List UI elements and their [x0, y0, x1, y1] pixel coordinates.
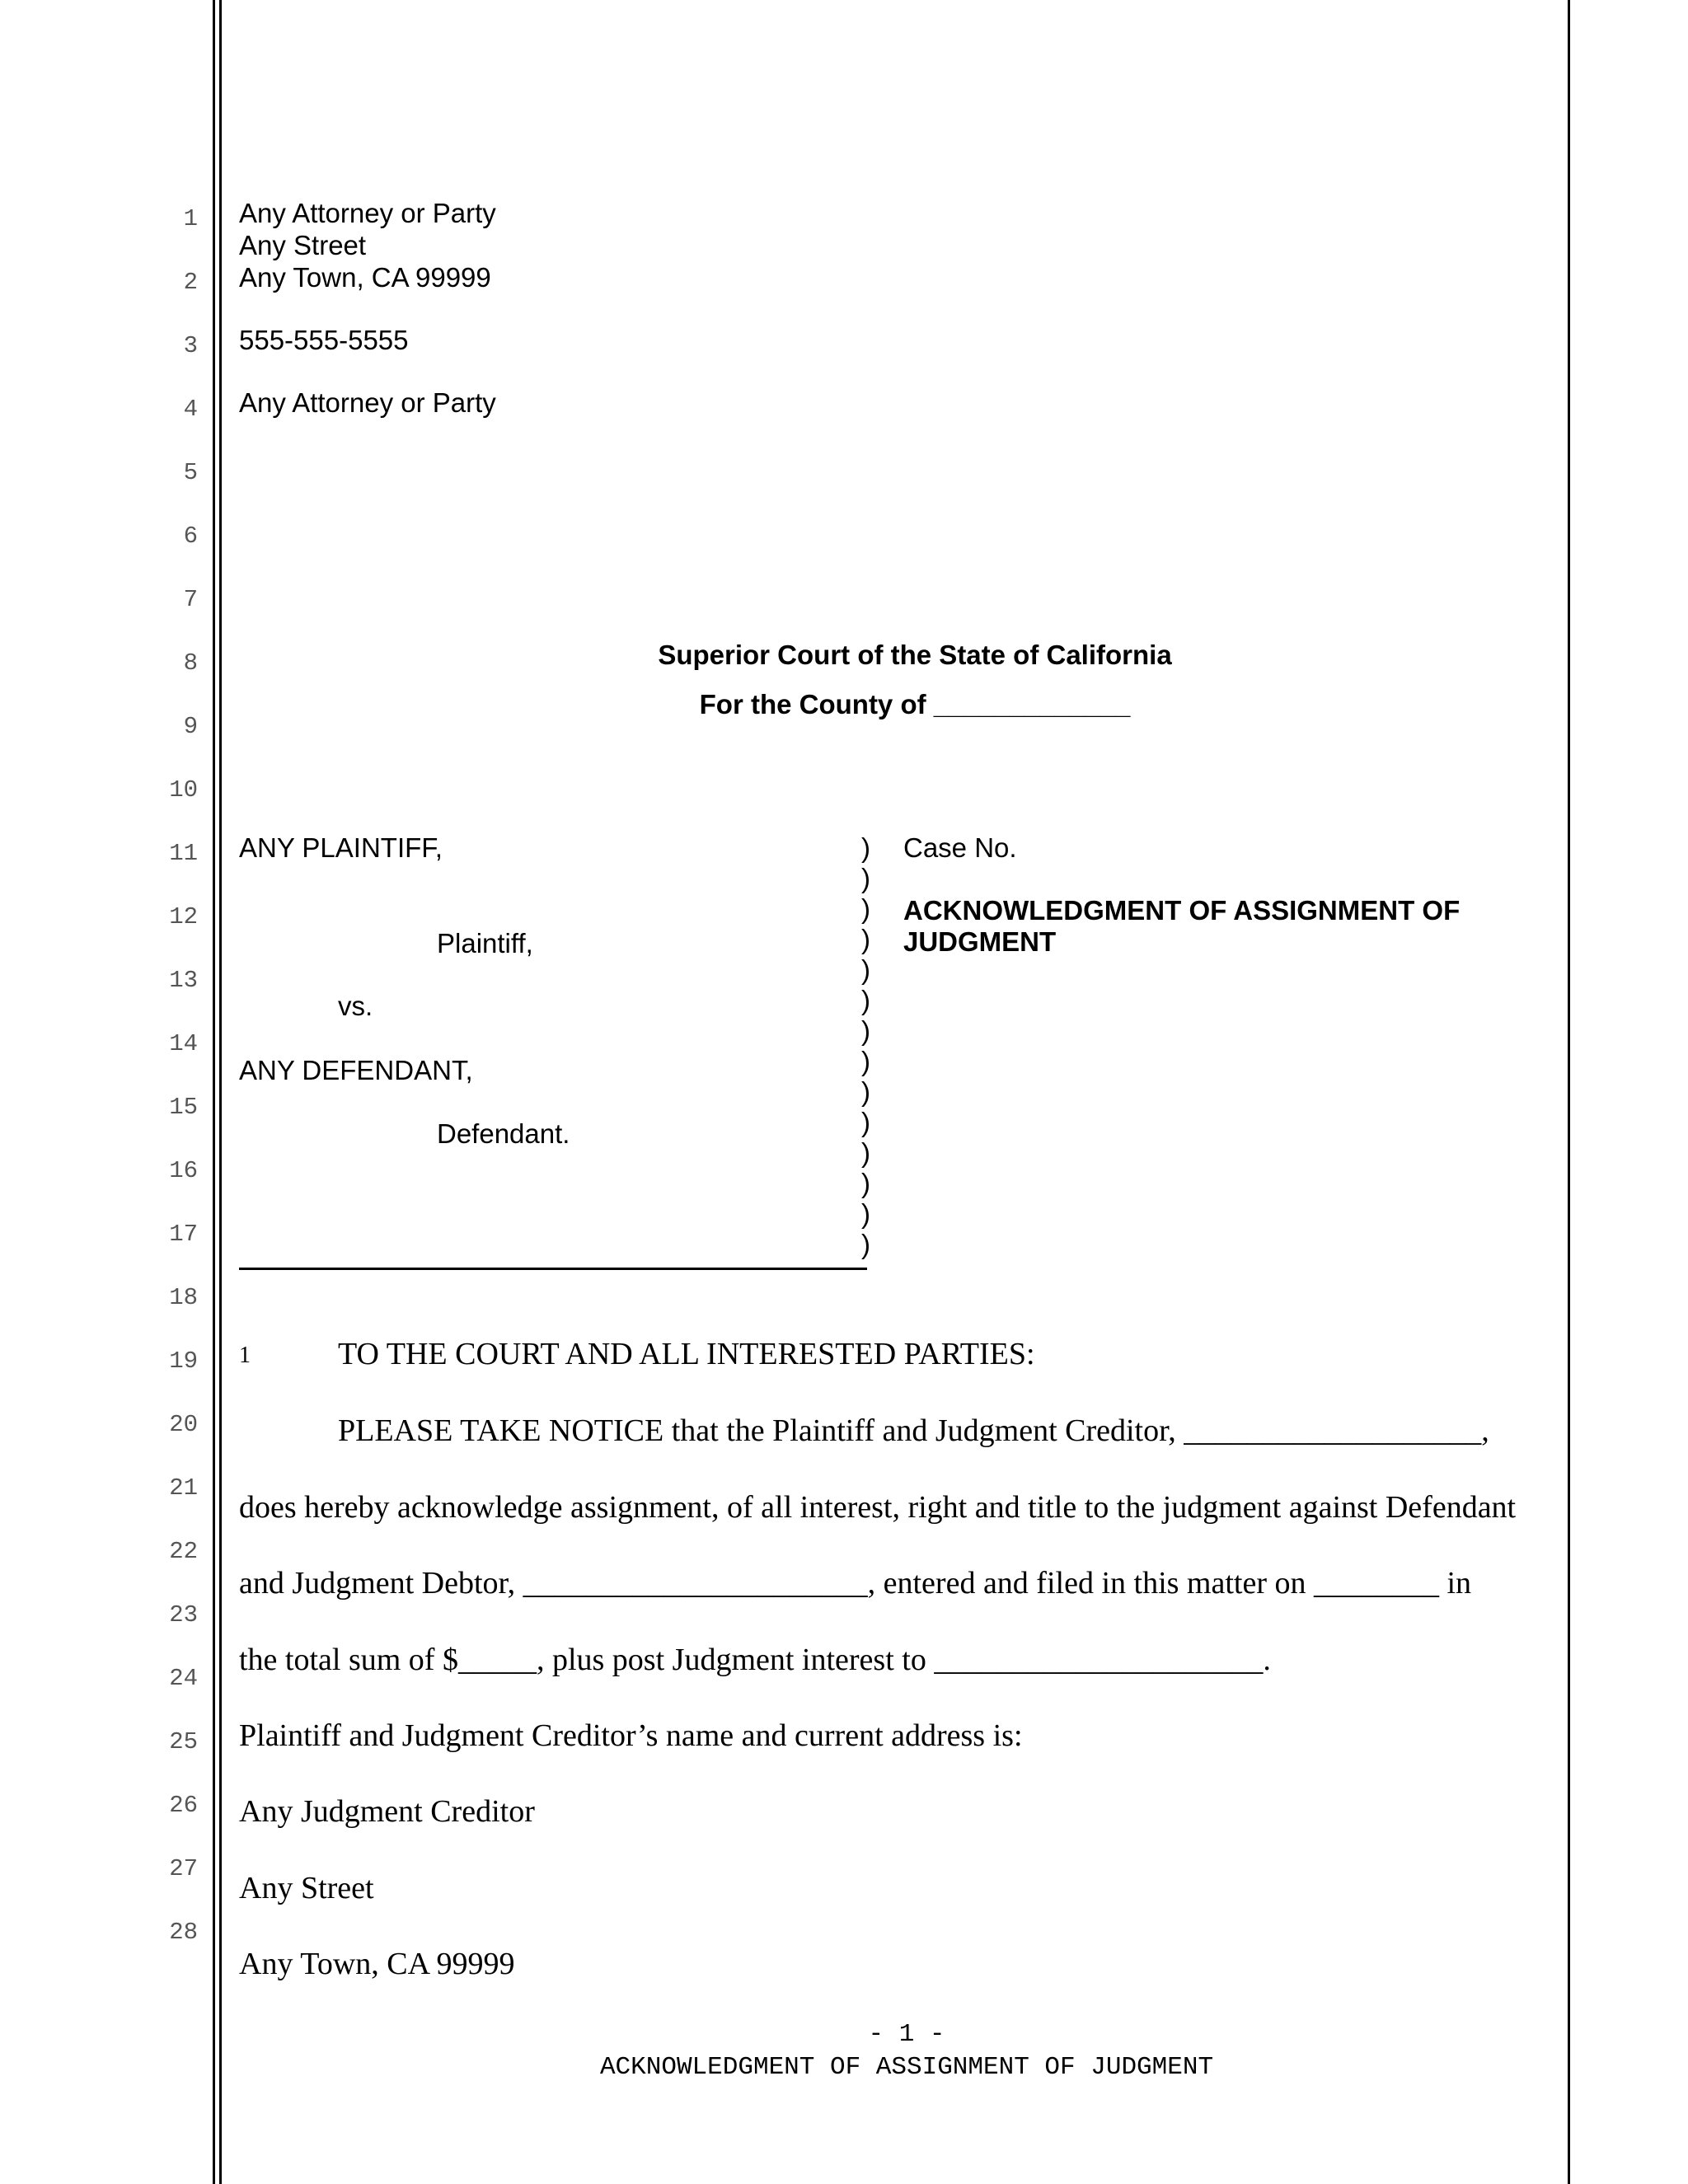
line-number: 14	[169, 1030, 198, 1057]
caption-paren: )	[861, 1229, 870, 1259]
line-number: 27	[169, 1855, 198, 1882]
caption-paren: )	[861, 954, 870, 985]
line-number: 26	[169, 1792, 198, 1819]
line-number: 5	[183, 459, 198, 486]
plaintiff-name: ANY PLAINTIFF,	[239, 832, 443, 863]
creditor-street: Any Street	[239, 1871, 374, 1905]
left-margin-rule-inner	[219, 0, 222, 2184]
caption-paren: )	[861, 985, 870, 1015]
caption-underline	[239, 1268, 867, 1270]
line-number: 16	[169, 1157, 198, 1184]
right-margin-rule	[1568, 0, 1570, 2184]
body-line: the total sum of $_____, plus post Judgment interest to _____________________.	[239, 1643, 1271, 1677]
caption-paren: )	[861, 1198, 870, 1229]
caption-paren: )	[861, 1046, 870, 1076]
line-number: 1	[183, 205, 198, 232]
body-line: and Judgment Debtor, ______________________, entered and filed in this matter on ________ in	[239, 1566, 1472, 1601]
attorney-phone: 555-555-5555	[239, 325, 409, 355]
caption-paren: )	[861, 1107, 870, 1137]
attorney-city: Any Town, CA 99999	[239, 262, 491, 293]
line-number: 13	[169, 967, 198, 994]
line-number: 2	[183, 269, 198, 296]
line-number: 21	[169, 1474, 198, 1502]
page-number: - 1 -	[868, 2020, 945, 2049]
versus-label: vs.	[338, 991, 373, 1021]
caption-paren: )	[861, 1137, 870, 1168]
caption-paren: )	[861, 924, 870, 954]
caption-paren: )	[861, 1015, 870, 1046]
caption-paren: )	[861, 893, 870, 924]
line-number: 8	[183, 649, 198, 677]
line-number: 24	[169, 1665, 198, 1692]
line-number: 22	[169, 1538, 198, 1565]
line-number: 12	[169, 903, 198, 930]
line-number: 11	[169, 840, 198, 867]
line-number: 7	[183, 586, 198, 613]
line-number: 19	[169, 1347, 198, 1375]
caption-paren: )	[861, 863, 870, 893]
line-number: 17	[169, 1221, 198, 1248]
footer-title: ACKNOWLEDGMENT OF ASSIGNMENT OF JUDGMENT	[599, 2053, 1214, 2082]
caption-paren: )	[861, 1076, 870, 1107]
line-number: 20	[169, 1411, 198, 1438]
left-margin-rule-outer	[213, 0, 215, 2184]
line-number: 10	[169, 776, 198, 804]
plaintiff-role: Plaintiff,	[437, 928, 533, 958]
attorney-for: Any Attorney or Party	[239, 387, 496, 418]
attorney-name: Any Attorney or Party	[239, 198, 496, 228]
case-number-label: Case No.	[903, 832, 1017, 863]
court-county: For the County of _____________	[699, 689, 1131, 719]
line-number: 28	[169, 1919, 198, 1946]
creditor-city: Any Town, CA 99999	[239, 1947, 515, 1981]
document-title-line-1: ACKNOWLEDGMENT OF ASSIGNMENT OF	[903, 895, 1461, 926]
body-line: does hereby acknowledge assignment, of all interest, right and title to the judgment against Defendant	[239, 1490, 1517, 1525]
defendant-name: ANY DEFENDANT,	[239, 1055, 473, 1085]
line-number: 25	[169, 1728, 198, 1755]
line-number: 15	[169, 1094, 198, 1121]
creditor-name: Any Judgment Creditor	[239, 1794, 535, 1829]
footnote-mark: 1	[239, 1343, 251, 1368]
caption-paren: )	[861, 832, 870, 863]
line-number: 23	[169, 1601, 198, 1629]
salutation: TO THE COURT AND ALL INTERESTED PARTIES:	[338, 1337, 1035, 1371]
line-number: 18	[169, 1284, 198, 1311]
line-number: 9	[183, 713, 198, 740]
court-name: Superior Court of the State of California	[658, 640, 1172, 670]
line-number: 4	[183, 396, 198, 423]
attorney-street: Any Street	[239, 230, 367, 260]
body-line: PLEASE TAKE NOTICE that the Plaintiff and Judgment Creditor, ___________________,	[338, 1413, 1489, 1448]
defendant-role: Defendant.	[437, 1118, 570, 1149]
body-line: Plaintiff and Judgment Creditor’s name and current address is:	[239, 1718, 1023, 1753]
line-number: 6	[183, 523, 198, 550]
line-number: 3	[183, 332, 198, 359]
caption-paren: )	[861, 1168, 870, 1198]
document-title-line-2: JUDGMENT	[903, 926, 1057, 957]
